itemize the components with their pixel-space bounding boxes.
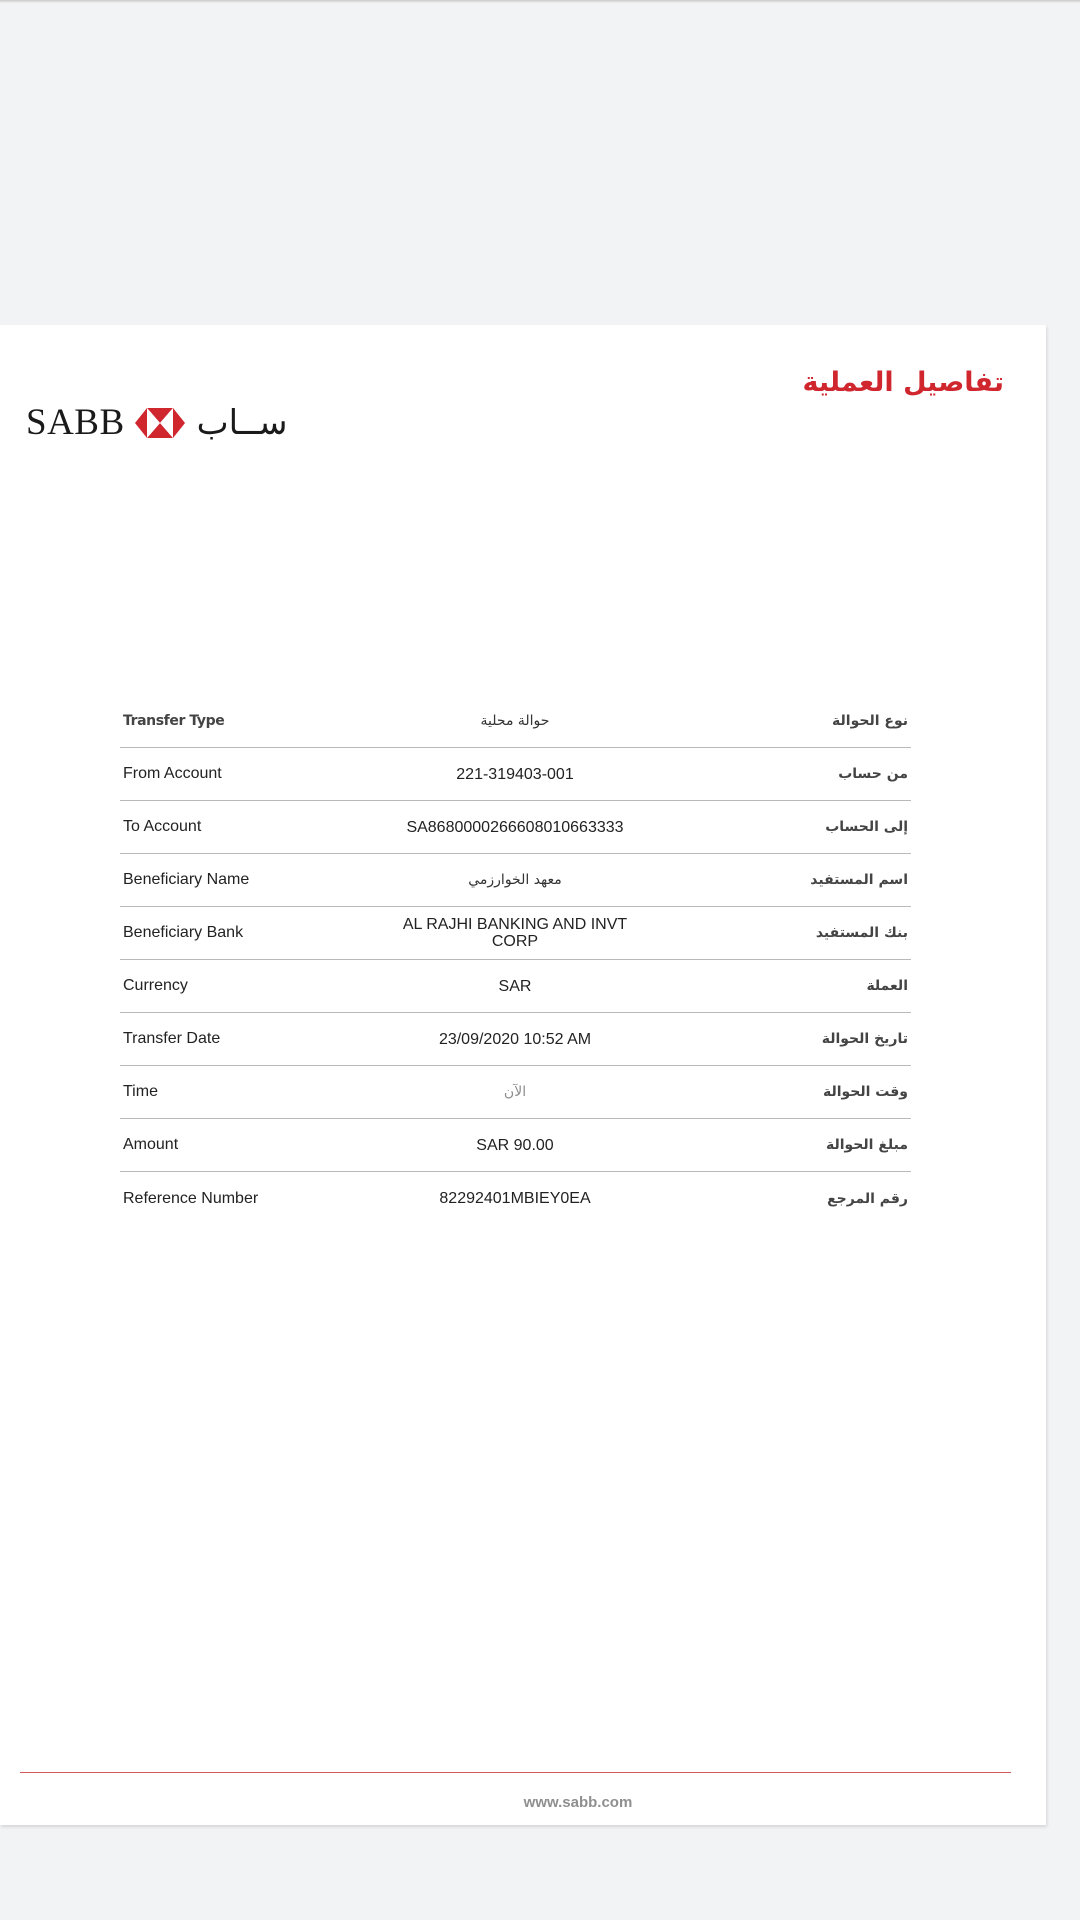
sabb-logo [26, 401, 287, 445]
detail-label-en: Time [123, 1083, 158, 1100]
detail-row-amount [120, 1119, 911, 1172]
detail-row-to-account [120, 801, 911, 854]
detail-label-en: Beneficiary Name [123, 871, 250, 888]
detail-label-en: To Account [123, 818, 202, 835]
detail-label-ar: العملة [866, 978, 908, 994]
detail-label-ar: مبلغ الحوالة [825, 1137, 908, 1153]
detail-row-beneficiary-bank [120, 907, 911, 960]
detail-value: 82292401MBIEY0EA [439, 1190, 591, 1207]
detail-value: حوالة محلية [480, 712, 550, 729]
detail-label-ar: تاريخ الحوالة [821, 1031, 908, 1047]
detail-label-ar: من حساب [838, 766, 908, 782]
detail-row-reference-number [120, 1172, 911, 1225]
detail-label-en: Amount [123, 1136, 179, 1153]
detail-value: معهد الخوارزمي [468, 871, 562, 888]
detail-label-ar: بنك المستفيد [815, 925, 908, 941]
detail-label-en: Currency [123, 977, 188, 994]
detail-label-en: Reference Number [123, 1189, 259, 1207]
detail-row-currency [120, 960, 911, 1013]
detail-row-transfer-date [120, 1013, 911, 1066]
detail-label-en: Transfer Date [123, 1030, 221, 1047]
detail-value: SAR [498, 977, 532, 995]
detail-label-en: Transfer Type [123, 713, 225, 729]
transaction-receipt [0, 325, 1046, 1825]
transfer-details-table [120, 695, 911, 1225]
footer-divider [20, 1772, 1011, 1773]
detail-label-ar: وقت الحوالة [822, 1084, 908, 1100]
detail-label-ar: اسم المستفيد [810, 872, 908, 888]
detail-row-from-account [120, 748, 911, 801]
detail-row-beneficiary-name [120, 854, 911, 907]
detail-label-ar: رقم المرجع [827, 1190, 908, 1207]
detail-value: 221-319403-001 [456, 765, 574, 783]
detail-row-time [120, 1066, 911, 1119]
detail-label-ar: نوع الحوالة [832, 713, 908, 729]
detail-label-en: Beneficiary Bank [123, 924, 244, 941]
hexagon-logo-icon [135, 408, 185, 438]
detail-value: AL RAJHI BANKING AND INVT CORP [402, 916, 628, 950]
detail-row-transfer-type [120, 695, 911, 748]
detail-value: 23/09/2020 10:52 AM [438, 1030, 592, 1048]
logo-latin-text: SABB [26, 402, 125, 443]
page-title: تفاصيل العملية [802, 367, 1004, 398]
detail-label-ar: إلى الحساب [825, 819, 908, 835]
detail-value: SA8680000266608010663333 [406, 818, 624, 836]
detail-value: الآن [503, 1083, 527, 1100]
logo-arabic-text: ســاب [196, 403, 288, 443]
footer-website-link[interactable]: www.sabb.com [523, 1794, 633, 1811]
detail-value: SAR 90.00 [476, 1136, 554, 1154]
detail-label-en: From Account [123, 765, 222, 782]
top-edge-shadow [0, 0, 1080, 3]
